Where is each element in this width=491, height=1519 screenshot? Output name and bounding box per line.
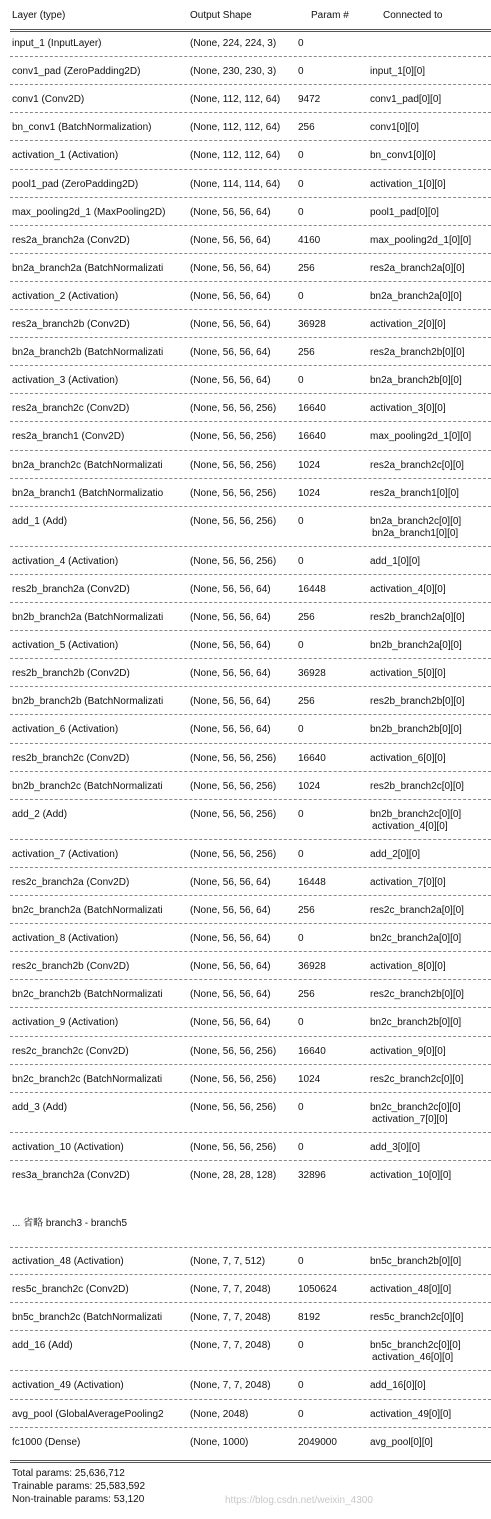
table-row bbox=[0, 94, 491, 108]
connected-to: add_1[0][0] bbox=[370, 555, 421, 567]
layer-name: res2c_branch2a (Conv2D) bbox=[12, 876, 130, 888]
param-count: 1050624 bbox=[298, 1284, 337, 1296]
connected-to: res2a_branch2a[0][0] bbox=[370, 262, 465, 274]
output-shape: (None, 56, 56, 64) bbox=[190, 375, 271, 387]
header-output-shape: Output Shape bbox=[190, 10, 252, 21]
row-separator bbox=[10, 1330, 491, 1331]
output-shape: (None, 112, 112, 64) bbox=[190, 150, 281, 162]
output-shape: (None, 56, 56, 64) bbox=[190, 206, 271, 218]
connected-to: res2a_branch2b[0][0] bbox=[370, 347, 465, 359]
param-count: 8192 bbox=[298, 1312, 321, 1324]
row-separator bbox=[10, 1036, 491, 1037]
connected-to: res2b_branch2b[0][0] bbox=[370, 696, 465, 708]
connected-to: bn2c_branch2c[0][0] bbox=[370, 1101, 461, 1113]
connected-to: bn2a_branch1[0][0] bbox=[372, 527, 459, 539]
param-count: 256 bbox=[298, 347, 315, 359]
output-shape: (None, 56, 56, 64) bbox=[190, 290, 271, 302]
row-separator bbox=[10, 84, 491, 85]
row-separator bbox=[10, 1427, 491, 1428]
layer-name: res2a_branch2a (Conv2D) bbox=[12, 234, 130, 246]
row-separator bbox=[10, 574, 491, 575]
row-separator bbox=[10, 923, 491, 924]
output-shape: (None, 56, 56, 64) bbox=[190, 1017, 271, 1029]
connected-to: activation_4[0][0] bbox=[372, 820, 448, 832]
connected-to: add_2[0][0] bbox=[370, 848, 421, 860]
table-row bbox=[0, 808, 491, 832]
connected-to: max_pooling2d_1[0][0] bbox=[370, 431, 472, 443]
output-shape: (None, 56, 56, 256) bbox=[190, 515, 277, 527]
connected-to: activation_3[0][0] bbox=[370, 403, 446, 415]
table-row bbox=[0, 877, 491, 891]
table-row bbox=[0, 375, 491, 389]
table-row bbox=[0, 319, 491, 333]
layer-name: conv1 (Conv2D) bbox=[12, 94, 85, 106]
output-shape: (None, 112, 112, 64) bbox=[190, 94, 281, 106]
output-shape: (None, 7, 7, 2048) bbox=[190, 1284, 271, 1296]
connected-to: bn2c_branch2a[0][0] bbox=[370, 933, 462, 945]
table-row bbox=[0, 38, 491, 52]
layer-name: res2b_branch2b (Conv2D) bbox=[12, 668, 130, 680]
table-row bbox=[0, 488, 491, 502]
connected-to: bn2b_branch2b[0][0] bbox=[370, 724, 462, 736]
connected-to: pool1_pad[0][0] bbox=[370, 206, 439, 218]
output-shape: (None, 1000) bbox=[190, 1436, 249, 1448]
output-shape: (None, 56, 56, 256) bbox=[190, 403, 277, 415]
connected-to: res2b_branch2a[0][0] bbox=[370, 612, 465, 623]
connected-to: res2a_branch2c[0][0] bbox=[370, 459, 464, 471]
param-count: 256 bbox=[298, 989, 315, 1001]
layer-name: activation_5 (Activation) bbox=[12, 640, 119, 652]
connected-to: activation_7[0][0] bbox=[370, 876, 446, 888]
row-separator bbox=[10, 1132, 491, 1133]
omitted-note: ... 省略 branch3 - branch5 bbox=[12, 1218, 128, 1229]
output-shape: (None, 56, 56, 64) bbox=[190, 696, 271, 708]
layer-name: bn2b_branch2b (BatchNormalizati bbox=[12, 696, 164, 708]
layer-name: activation_9 (Activation) bbox=[12, 1017, 119, 1029]
table-row bbox=[0, 1409, 491, 1423]
output-shape: (None, 7, 7, 2048) bbox=[190, 1312, 271, 1324]
param-count: 256 bbox=[298, 696, 315, 708]
row-separator bbox=[10, 478, 491, 479]
row-separator bbox=[10, 686, 491, 687]
connected-to: res2c_branch2c[0][0] bbox=[370, 1073, 464, 1085]
output-shape: (None, 28, 28, 128) bbox=[190, 1169, 277, 1181]
layer-name: add_16 (Add) bbox=[12, 1340, 73, 1352]
non-trainable-params: Non-trainable params: 53,120 bbox=[12, 1494, 145, 1505]
param-count: 32896 bbox=[298, 1169, 326, 1181]
connected-to: activation_4[0][0] bbox=[370, 583, 446, 595]
layer-name: add_2 (Add) bbox=[12, 808, 68, 820]
param-count: 0 bbox=[298, 640, 304, 652]
layer-name: activation_2 (Activation) bbox=[12, 290, 119, 302]
connected-to: bn2a_branch2c[0][0] bbox=[370, 515, 462, 527]
output-shape: (None, 56, 56, 256) bbox=[190, 487, 277, 499]
row-separator bbox=[10, 1370, 491, 1371]
output-shape: (None, 56, 56, 64) bbox=[190, 319, 271, 330]
layer-name: pool1_pad (ZeroPadding2D) bbox=[12, 178, 139, 190]
layer-name: bn2a_branch2a (BatchNormalizati bbox=[12, 262, 164, 274]
layer-name: res2b_branch2c (Conv2D) bbox=[12, 752, 130, 764]
row-separator bbox=[10, 112, 491, 113]
output-shape: (None, 56, 56, 64) bbox=[190, 668, 271, 680]
row-separator bbox=[10, 281, 491, 282]
layer-name: res3a_branch2a (Conv2D) bbox=[12, 1169, 130, 1181]
row-separator bbox=[10, 839, 491, 840]
param-count: 0 bbox=[298, 178, 304, 190]
param-count: 0 bbox=[298, 848, 304, 860]
param-count: 0 bbox=[298, 1380, 304, 1392]
total-params: Total params: 25,636,712 bbox=[12, 1468, 125, 1479]
table-row bbox=[0, 668, 491, 682]
table-row bbox=[0, 1170, 491, 1184]
table-row bbox=[0, 905, 491, 919]
output-shape: (None, 114, 114, 64) bbox=[190, 178, 281, 190]
output-shape: (None, 230, 230, 3) bbox=[190, 66, 277, 78]
param-count: 1024 bbox=[298, 1073, 321, 1085]
row-separator bbox=[10, 1247, 491, 1248]
connected-to: activation_48[0][0] bbox=[370, 1284, 452, 1296]
output-shape: (None, 56, 56, 64) bbox=[190, 612, 271, 623]
output-shape: (None, 56, 56, 64) bbox=[190, 724, 271, 736]
connected-to: activation_5[0][0] bbox=[370, 668, 446, 680]
row-separator bbox=[10, 197, 491, 198]
param-count: 4160 bbox=[298, 234, 321, 246]
row-separator bbox=[10, 895, 491, 896]
output-shape: (None, 56, 56, 64) bbox=[190, 583, 271, 595]
layer-name: bn2c_branch2b (BatchNormalizati bbox=[12, 989, 163, 1001]
table-row bbox=[0, 122, 491, 136]
output-shape: (None, 56, 56, 64) bbox=[190, 640, 271, 652]
layer-name: avg_pool (GlobalAveragePooling2 bbox=[12, 1408, 164, 1420]
output-shape: (None, 56, 56, 256) bbox=[190, 1045, 277, 1057]
param-count: 16640 bbox=[298, 403, 326, 415]
param-count: 16640 bbox=[298, 1045, 326, 1057]
param-count: 0 bbox=[298, 375, 304, 387]
param-count: 0 bbox=[298, 1340, 304, 1352]
output-shape: (None, 56, 56, 64) bbox=[190, 262, 271, 274]
output-shape: (None, 56, 56, 256) bbox=[190, 459, 277, 471]
param-count: 0 bbox=[298, 515, 304, 527]
output-shape: (None, 56, 56, 64) bbox=[190, 347, 271, 359]
layer-name: max_pooling2d_1 (MaxPooling2D) bbox=[12, 206, 166, 218]
header-layer: Layer (type) bbox=[12, 10, 66, 21]
layer-name: res2c_branch2b (Conv2D) bbox=[12, 961, 130, 973]
param-count: 0 bbox=[298, 38, 304, 49]
row-separator bbox=[10, 951, 491, 952]
connected-to: bn2a_branch2a[0][0] bbox=[370, 290, 462, 302]
param-count: 0 bbox=[298, 66, 304, 78]
layer-name: input_1 (InputLayer) bbox=[12, 38, 102, 49]
output-shape: (None, 56, 56, 64) bbox=[190, 989, 271, 1001]
watermark: https://blog.csdn.net/weixin_4300 bbox=[225, 1495, 373, 1506]
output-shape: (None, 56, 56, 256) bbox=[190, 431, 277, 443]
layer-name: bn2a_branch2b (BatchNormalizati bbox=[12, 347, 164, 359]
table-row bbox=[0, 460, 491, 474]
param-count: 16448 bbox=[298, 876, 326, 888]
table-row bbox=[0, 403, 491, 417]
table-row bbox=[0, 781, 491, 795]
layer-name: add_1 (Add) bbox=[12, 515, 68, 527]
table-row bbox=[0, 1312, 491, 1326]
connected-to: activation_1[0][0] bbox=[370, 178, 446, 190]
connected-to: max_pooling2d_1[0][0] bbox=[370, 234, 472, 246]
connected-to: bn_conv1[0][0] bbox=[370, 150, 436, 162]
output-shape: (None, 112, 112, 64) bbox=[190, 122, 281, 134]
layer-name: activation_10 (Activation) bbox=[12, 1141, 124, 1153]
layer-name: bn2c_branch2c (BatchNormalizati bbox=[12, 1073, 163, 1085]
table-row bbox=[0, 961, 491, 975]
output-shape: (None, 56, 56, 256) bbox=[190, 1101, 277, 1113]
row-separator bbox=[10, 658, 491, 659]
output-shape: (None, 56, 56, 64) bbox=[190, 933, 271, 945]
layer-name: activation_3 (Activation) bbox=[12, 375, 119, 387]
layer-name: bn_conv1 (BatchNormalization) bbox=[12, 122, 152, 134]
table-row bbox=[0, 556, 491, 570]
row-separator bbox=[10, 714, 491, 715]
connected-to: conv1[0][0] bbox=[370, 122, 419, 134]
param-count: 0 bbox=[298, 808, 304, 820]
table-row bbox=[0, 1437, 491, 1451]
table-row bbox=[0, 291, 491, 305]
row-separator bbox=[10, 546, 491, 547]
output-shape: (None, 56, 56, 256) bbox=[190, 1073, 277, 1085]
row-separator bbox=[10, 771, 491, 772]
param-count: 0 bbox=[298, 555, 304, 567]
table-row bbox=[0, 235, 491, 249]
table-row bbox=[0, 263, 491, 277]
table-row bbox=[0, 1017, 491, 1031]
header-separator bbox=[10, 29, 491, 32]
table-row bbox=[0, 66, 491, 80]
connected-to: activation_46[0][0] bbox=[372, 1352, 454, 1364]
connected-to: bn2b_branch2c[0][0] bbox=[370, 808, 462, 820]
connected-to: avg_pool[0][0] bbox=[370, 1436, 433, 1448]
param-count: 256 bbox=[298, 612, 315, 623]
connected-to: bn2a_branch2b[0][0] bbox=[370, 375, 462, 387]
connected-to: add_3[0][0] bbox=[370, 1141, 421, 1153]
row-separator bbox=[10, 393, 491, 394]
table-row bbox=[0, 1340, 491, 1364]
row-separator bbox=[10, 1092, 491, 1093]
row-separator bbox=[10, 450, 491, 451]
row-separator bbox=[10, 799, 491, 800]
table-row bbox=[0, 753, 491, 767]
trainable-params: Trainable params: 25,583,592 bbox=[12, 1481, 146, 1492]
connected-to: activation_9[0][0] bbox=[370, 1045, 446, 1057]
param-count: 16640 bbox=[298, 431, 326, 443]
connected-to: activation_7[0][0] bbox=[372, 1113, 448, 1125]
param-count: 0 bbox=[298, 933, 304, 945]
layer-name: bn2a_branch1 (BatchNormalizatio bbox=[12, 487, 164, 499]
layer-name: activation_49 (Activation) bbox=[12, 1380, 124, 1392]
output-shape: (None, 56, 56, 64) bbox=[190, 234, 271, 246]
param-count: 36928 bbox=[298, 319, 326, 330]
output-shape: (None, 2048) bbox=[190, 1408, 249, 1420]
table-row bbox=[0, 347, 491, 361]
layer-name: activation_48 (Activation) bbox=[12, 1256, 124, 1267]
layer-name: conv1_pad (ZeroPadding2D) bbox=[12, 66, 141, 78]
table-row bbox=[0, 207, 491, 221]
layer-name: add_3 (Add) bbox=[12, 1101, 68, 1113]
layer-name: activation_7 (Activation) bbox=[12, 848, 119, 860]
output-shape: (None, 7, 7, 2048) bbox=[190, 1340, 271, 1352]
row-separator bbox=[10, 1064, 491, 1065]
table-row bbox=[0, 515, 491, 539]
table-row bbox=[0, 1256, 491, 1270]
row-separator bbox=[10, 365, 491, 366]
param-count: 0 bbox=[298, 1408, 304, 1420]
row-separator bbox=[10, 1274, 491, 1275]
param-count: 36928 bbox=[298, 961, 326, 973]
connected-to: res2a_branch1[0][0] bbox=[370, 487, 459, 499]
table-row bbox=[0, 640, 491, 654]
row-separator bbox=[10, 140, 491, 141]
table-row bbox=[0, 1142, 491, 1156]
connected-to: bn2b_branch2a[0][0] bbox=[370, 640, 462, 652]
connected-to: activation_6[0][0] bbox=[370, 752, 446, 764]
row-separator bbox=[10, 309, 491, 310]
connected-to: res5c_branch2c[0][0] bbox=[370, 1312, 464, 1324]
layer-name: res2a_branch2c (Conv2D) bbox=[12, 403, 130, 415]
layer-name: res2a_branch1 (Conv2D) bbox=[12, 431, 125, 443]
row-separator bbox=[10, 630, 491, 631]
param-count: 0 bbox=[298, 150, 304, 162]
layer-name: activation_8 (Activation) bbox=[12, 933, 119, 945]
connected-to: activation_49[0][0] bbox=[370, 1408, 452, 1420]
param-count: 0 bbox=[298, 206, 304, 218]
table-row bbox=[0, 1074, 491, 1088]
table-row bbox=[0, 1284, 491, 1298]
table-row bbox=[0, 584, 491, 598]
row-separator bbox=[10, 867, 491, 868]
connected-to: res2b_branch2c[0][0] bbox=[370, 780, 464, 792]
table-row bbox=[0, 849, 491, 863]
layer-name: bn5c_branch2c (BatchNormalizati bbox=[12, 1312, 163, 1324]
row-separator bbox=[10, 56, 491, 57]
param-count: 0 bbox=[298, 724, 304, 736]
layer-name: activation_4 (Activation) bbox=[12, 555, 119, 567]
row-separator bbox=[10, 1399, 491, 1400]
row-separator bbox=[10, 979, 491, 980]
param-totals bbox=[12, 1467, 145, 1506]
layer-name: res2c_branch2c (Conv2D) bbox=[12, 1045, 129, 1057]
table-row bbox=[0, 1046, 491, 1060]
table-row bbox=[0, 933, 491, 947]
table-row bbox=[0, 179, 491, 193]
param-count: 0 bbox=[298, 1101, 304, 1113]
row-separator bbox=[10, 421, 491, 422]
layer-name: res5c_branch2c (Conv2D) bbox=[12, 1284, 129, 1296]
layer-name: bn2b_branch2c (BatchNormalizati bbox=[12, 780, 163, 792]
row-separator bbox=[10, 169, 491, 170]
table-row bbox=[0, 989, 491, 1003]
param-count: 0 bbox=[298, 290, 304, 302]
table-row bbox=[0, 724, 491, 738]
table-row bbox=[0, 1101, 491, 1125]
row-separator bbox=[10, 1160, 491, 1161]
row-separator bbox=[10, 1302, 491, 1303]
header-params: Param # bbox=[311, 10, 349, 21]
output-shape: (None, 56, 56, 64) bbox=[190, 961, 271, 973]
table-header bbox=[0, 10, 491, 24]
param-count: 2049000 bbox=[298, 1436, 337, 1448]
row-separator bbox=[10, 1007, 491, 1008]
output-shape: (None, 7, 7, 512) bbox=[190, 1256, 266, 1267]
output-shape: (None, 56, 56, 256) bbox=[190, 752, 277, 764]
row-separator bbox=[10, 253, 491, 254]
param-count: 256 bbox=[298, 262, 315, 274]
output-shape: (None, 56, 56, 64) bbox=[190, 876, 271, 888]
layer-name: bn2b_branch2a (BatchNormalizati bbox=[12, 612, 164, 623]
connected-to: conv1_pad[0][0] bbox=[370, 94, 442, 106]
param-count: 1024 bbox=[298, 487, 321, 499]
output-shape: (None, 56, 56, 256) bbox=[190, 1141, 277, 1153]
footer-separator bbox=[10, 1460, 491, 1463]
connected-to: res2c_branch2a[0][0] bbox=[370, 905, 464, 916]
param-count: 1024 bbox=[298, 780, 321, 792]
connected-to: bn5c_branch2c[0][0] bbox=[370, 1340, 461, 1352]
output-shape: (None, 56, 56, 256) bbox=[190, 808, 277, 820]
param-count: 256 bbox=[298, 905, 315, 916]
param-count: 0 bbox=[298, 1256, 304, 1267]
layer-name: res2b_branch2a (Conv2D) bbox=[12, 583, 130, 595]
output-shape: (None, 56, 56, 64) bbox=[190, 905, 271, 916]
layer-name: bn2a_branch2c (BatchNormalizati bbox=[12, 459, 163, 471]
param-count: 9472 bbox=[298, 94, 321, 106]
connected-to: bn5c_branch2b[0][0] bbox=[370, 1256, 462, 1267]
connected-to: activation_8[0][0] bbox=[370, 961, 446, 973]
connected-to: bn2c_branch2b[0][0] bbox=[370, 1017, 462, 1029]
layer-name: fc1000 (Dense) bbox=[12, 1436, 81, 1448]
row-separator bbox=[10, 743, 491, 744]
table-row bbox=[0, 150, 491, 164]
param-count: 1024 bbox=[298, 459, 321, 471]
layer-name: activation_1 (Activation) bbox=[12, 150, 119, 162]
output-shape: (None, 56, 56, 256) bbox=[190, 848, 277, 860]
table-row bbox=[0, 431, 491, 445]
table-row bbox=[0, 696, 491, 710]
param-count: 16448 bbox=[298, 583, 326, 595]
row-separator bbox=[10, 602, 491, 603]
output-shape: (None, 56, 56, 256) bbox=[190, 555, 277, 567]
row-separator bbox=[10, 506, 491, 507]
connected-to: input_1[0][0] bbox=[370, 66, 426, 78]
layer-name: res2a_branch2b (Conv2D) bbox=[12, 319, 130, 330]
connected-to: add_16[0][0] bbox=[370, 1380, 426, 1392]
param-count: 16640 bbox=[298, 752, 326, 764]
param-count: 0 bbox=[298, 1141, 304, 1153]
output-shape: (None, 56, 56, 256) bbox=[190, 780, 277, 792]
param-count: 0 bbox=[298, 1017, 304, 1029]
row-separator bbox=[10, 337, 491, 338]
connected-to: activation_10[0][0] bbox=[370, 1169, 452, 1181]
connected-to: res2c_branch2b[0][0] bbox=[370, 989, 464, 1001]
header-connected: Connected to bbox=[383, 10, 443, 21]
table-row bbox=[0, 1380, 491, 1394]
output-shape: (None, 7, 7, 2048) bbox=[190, 1380, 271, 1392]
output-shape: (None, 224, 224, 3) bbox=[190, 38, 277, 49]
param-count: 256 bbox=[298, 122, 315, 134]
row-separator bbox=[10, 225, 491, 226]
param-count: 36928 bbox=[298, 668, 326, 680]
layer-name: activation_6 (Activation) bbox=[12, 724, 119, 736]
layer-name: bn2c_branch2a (BatchNormalizati bbox=[12, 905, 163, 916]
connected-to: activation_2[0][0] bbox=[370, 319, 446, 330]
table-row bbox=[0, 612, 491, 626]
